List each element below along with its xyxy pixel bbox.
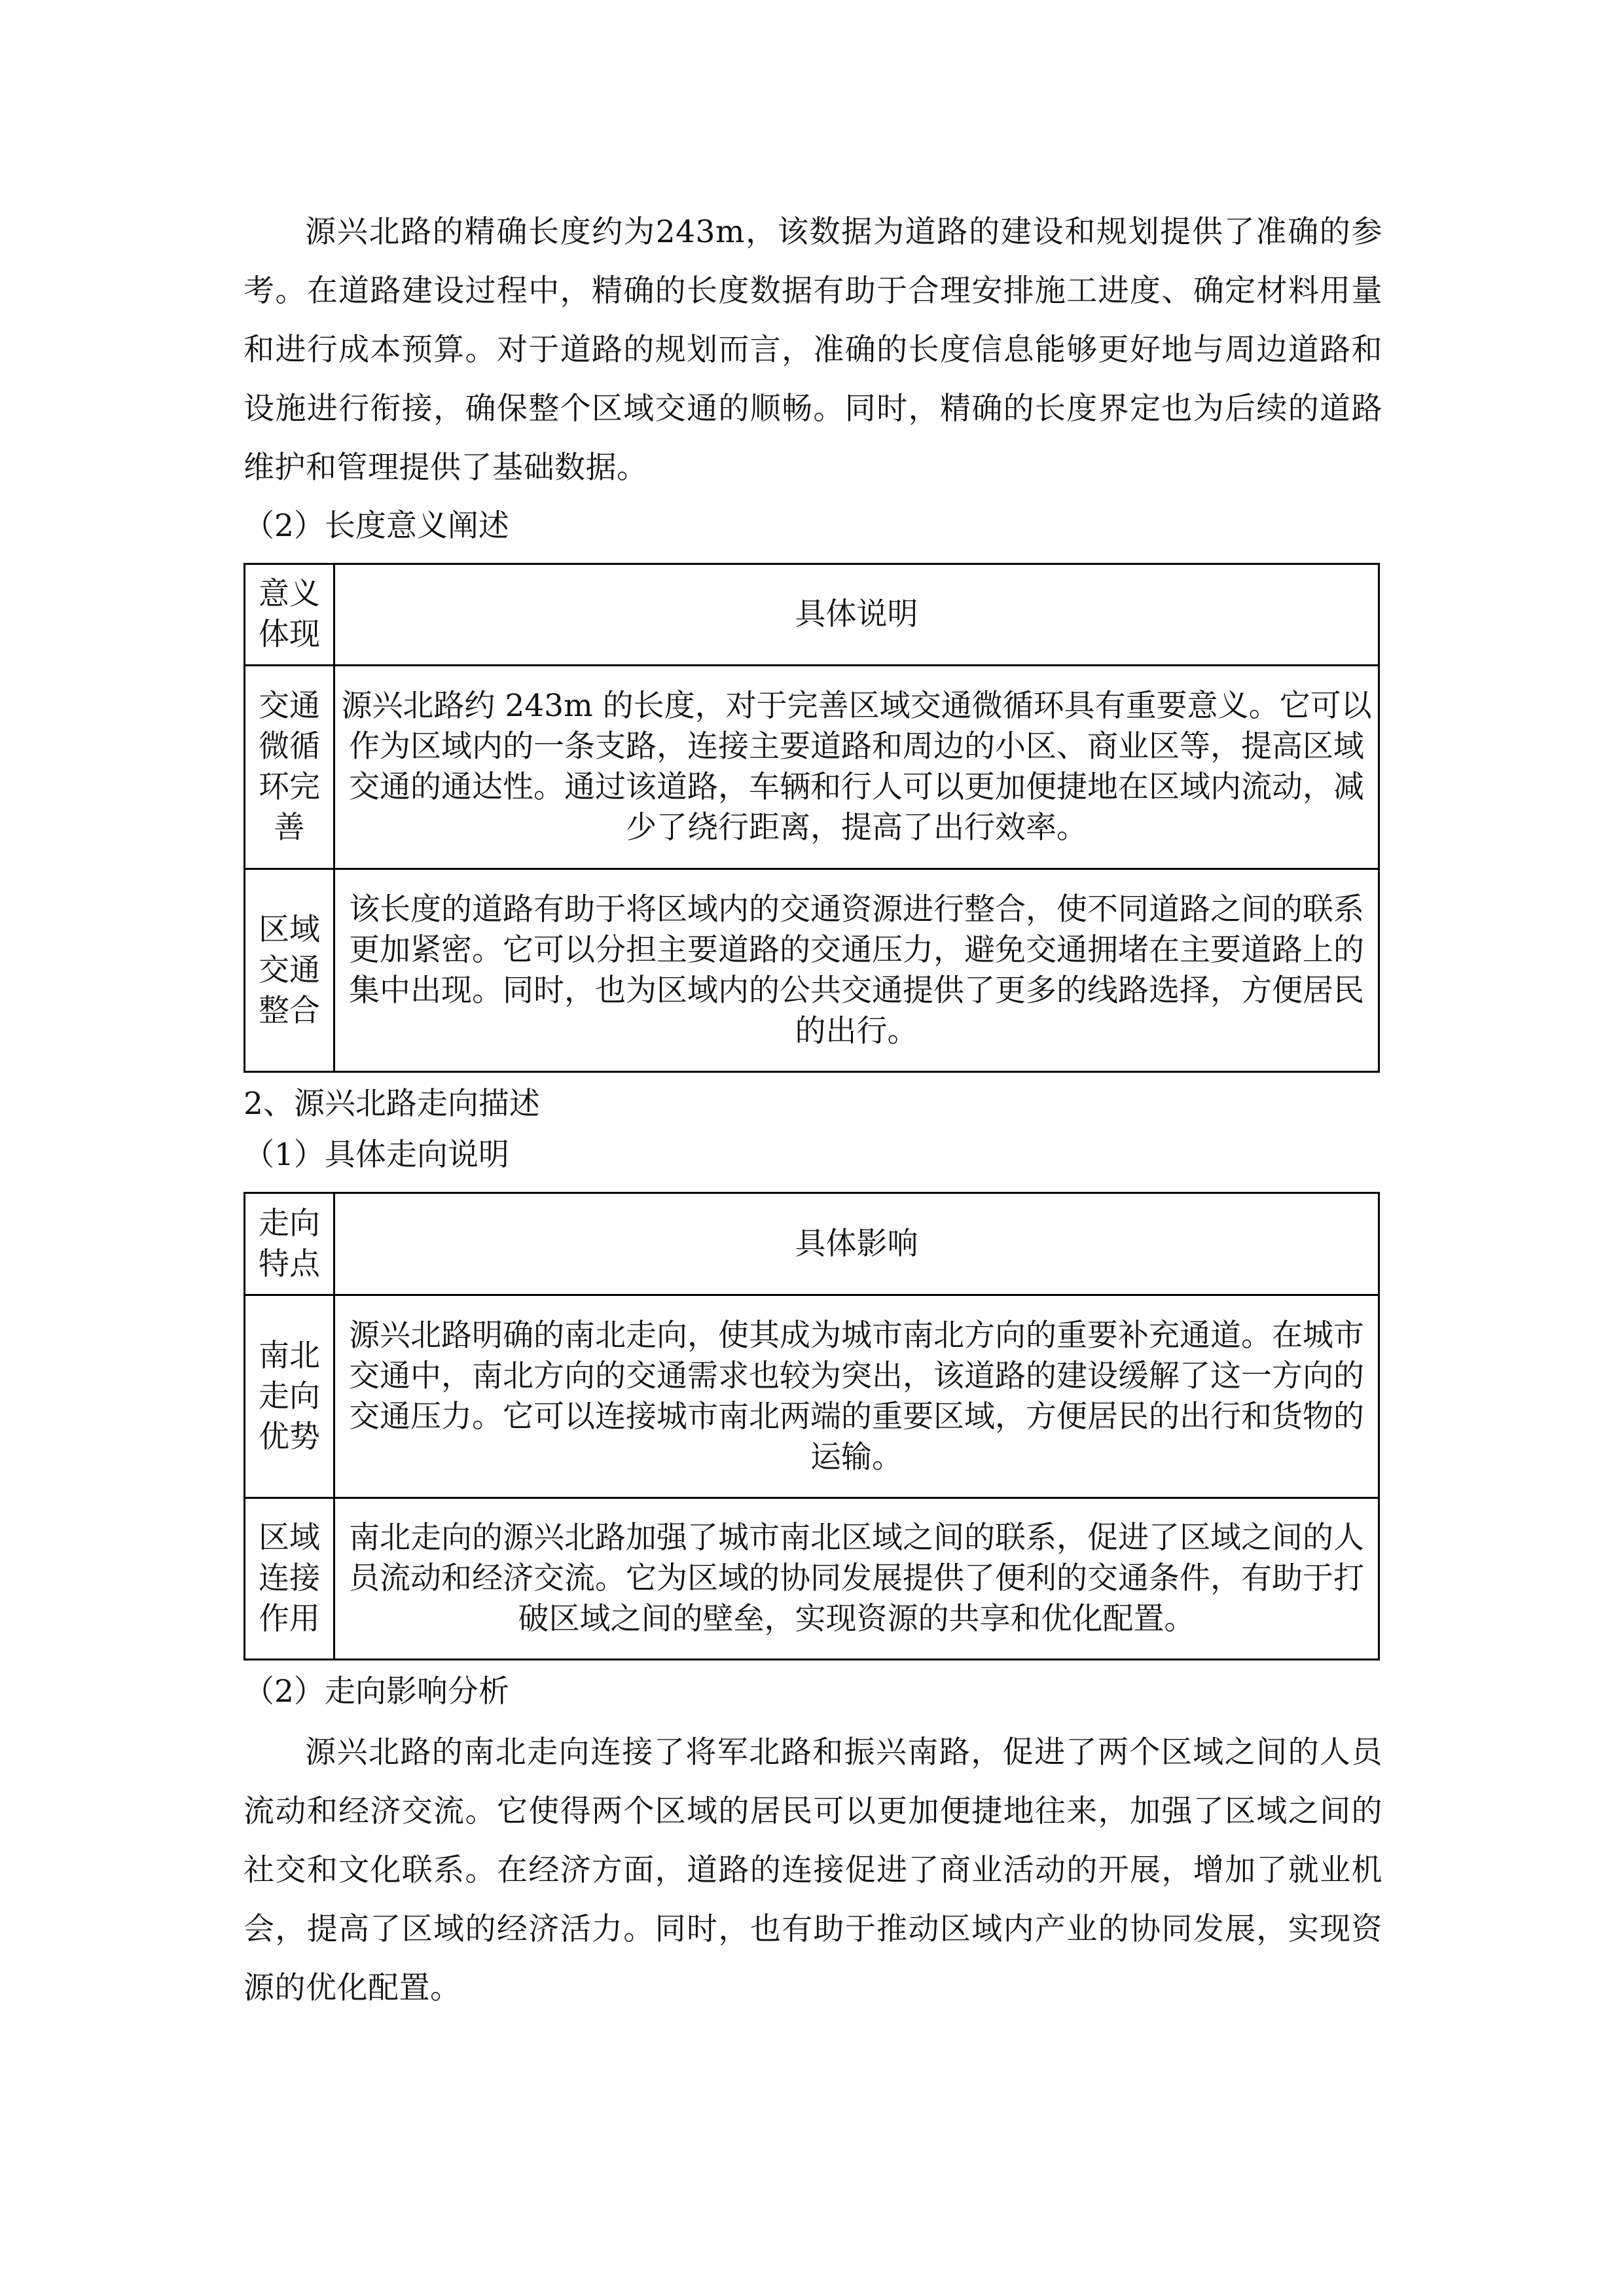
direction-impact-paragraph: 源兴北路的南北走向连接了将军北路和振兴南路，促进了两个区域之间的人员流动和经济交流。它使得两个区域的居民可以更加便捷地往来，加强了区域之间的社交和文化联系。在经济方面，道路的连接促进了商业活动的开展，增加了就业机会，提高了区域的经济活力。同时，也有助于推动区域内产业的协同发展，实现资源的优化配置。 bbox=[244, 1734, 1382, 2006]
table-value-cell: 该长度的道路有助于将区域内的交通资源进行整合，使不同道路之间的联系更加紧密。它可以分担主要道路的交通压力，避免交通拥堵在主要道路上的集中出现。同时，也为区域内的公共交通提供了更多的线路选择，方便居民的出行。 bbox=[334, 869, 1379, 1072]
length-meaning-heading: （2）长度意义阐述 bbox=[244, 508, 509, 544]
table-key-cell: 区域连接作用 bbox=[245, 1498, 334, 1660]
table-header-cell: 意义体现 bbox=[245, 564, 334, 666]
table-header-cell: 具体影响 bbox=[334, 1193, 1379, 1295]
table-header-cell: 具体说明 bbox=[334, 564, 1379, 666]
table-header-cell: 走向特点 bbox=[245, 1193, 334, 1295]
table-row bbox=[245, 1498, 1379, 1660]
direction-table bbox=[244, 1192, 1380, 1660]
table-row bbox=[245, 666, 1379, 869]
section2-heading: 2、源兴北路走向描述 bbox=[244, 1086, 540, 1122]
table-value-cell: 源兴北路明确的南北走向，使其成为城市南北方向的重要补充通道。在城市交通中，南北方向的交通需求也较为突出，该道路的建设缓解了这一方向的交通压力。它可以连接城市南北两端的重要区域，方便居民的出行和货物的运输。 bbox=[334, 1295, 1379, 1498]
length-meaning-table bbox=[244, 563, 1380, 1073]
table-header-row bbox=[245, 564, 1379, 666]
table-value-cell: 源兴北路约 243m 的长度，对于完善区域交通微循环具有重要意义。它可以作为区域内的一条支路，连接主要道路和周边的小区、商业区等，提高区域交通的通达性。通过该道路，车辆和行人可以更加便捷地在区域内流动，减少了绕行距离，提高了出行效率。 bbox=[334, 666, 1379, 869]
table-row bbox=[245, 1295, 1379, 1498]
direction-heading: （1）具体走向说明 bbox=[244, 1137, 509, 1173]
table-key-cell: 交通微循环完善 bbox=[245, 666, 334, 869]
document-page bbox=[244, 203, 1382, 2018]
table-key-cell: 区域交通整合 bbox=[245, 869, 334, 1072]
table-row bbox=[245, 869, 1379, 1072]
direction-impact-heading: （2）走向影响分析 bbox=[244, 1674, 509, 1710]
table-key-cell: 南北走向优势 bbox=[245, 1295, 334, 1498]
table-value-cell: 南北走向的源兴北路加强了城市南北区域之间的联系，促进了区域之间的人员流动和经济交流。它为区域的协同发展提供了便利的交通条件，有助于打破区域之间的壁垒，实现资源的共享和优化配置。 bbox=[334, 1498, 1379, 1660]
table-header-row bbox=[245, 1193, 1379, 1295]
intro-paragraph: 源兴北路的精确长度约为243m，该数据为道路的建设和规划提供了准确的参考。在道路建设过程中，精确的长度数据有助于合理安排施工进度、确定材料用量和进行成本预算。对于道路的规划而言，准确的长度信息能够更好地与周边道路和设施进行衔接，确保整个区域交通的顺畅。同时，精确的长度界定也为后续的道路维护和管理提供了基础数据。 bbox=[244, 214, 1382, 486]
